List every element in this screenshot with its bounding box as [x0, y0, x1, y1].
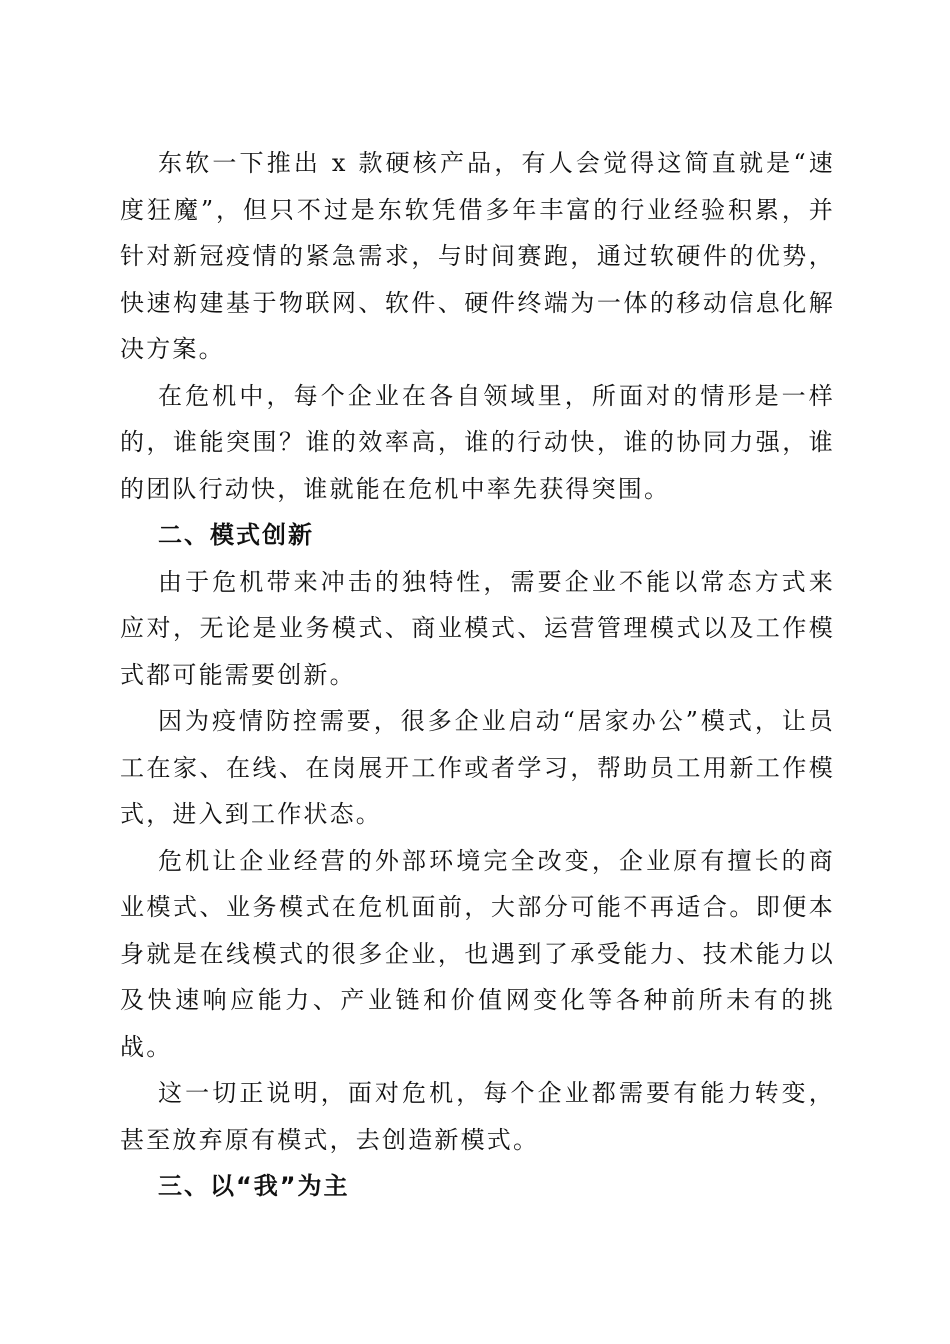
document-page: [120, 140, 835, 1210]
paragraph-3: 由于危机带来冲击的独特性，需要企业不能以常态方式来应对，无论是业务模式、商业模式、运营管理模式以及工作模式都可能需要创新。: [120, 567, 835, 689]
section-heading-2: 二、模式创新: [158, 521, 314, 549]
paragraph-2: 在危机中，每个企业在各自领域里，所面对的情形是一样的，谁能突围？谁的效率高，谁的行动快，谁的协同力强，谁的团队行动快，谁就能在危机中率先获得突围。: [120, 381, 835, 503]
paragraph-1: 东软一下推出 x 款硬核产品，有人会觉得这简直就是“速度狂魔”，但只不过是东软凭借多年丰富的行业经验积累，并针对新冠疫情的紧急需求，与时间赛跑，通过软硬件的优势，快速构建基于物联网、软件、硬件终端为一体的移动信息化解决方案。: [120, 149, 835, 363]
paragraph-4: 因为疫情防控需要，很多企业启动“居家办公”模式，让员工在家、在线、在岗展开工作或者学习，帮助员工用新工作模式，进入到工作状态。: [120, 707, 835, 828]
paragraph-5: 危机让企业经营的外部环境完全改变，企业原有擅长的商业模式、业务模式在危机面前，大部分可能不再适合。即便本身就是在线模式的很多企业，也遇到了承受能力、技术能力以及快速响应能力、产业链和价值网变化等各种前所未有的挑战。: [120, 846, 835, 1061]
section-heading-3: 三、以“我”为主: [158, 1172, 350, 1200]
paragraph-6: 这一切正说明，面对危机，每个企业都需要有能力转变，甚至放弃原有模式，去创造新模式。: [120, 1079, 835, 1154]
